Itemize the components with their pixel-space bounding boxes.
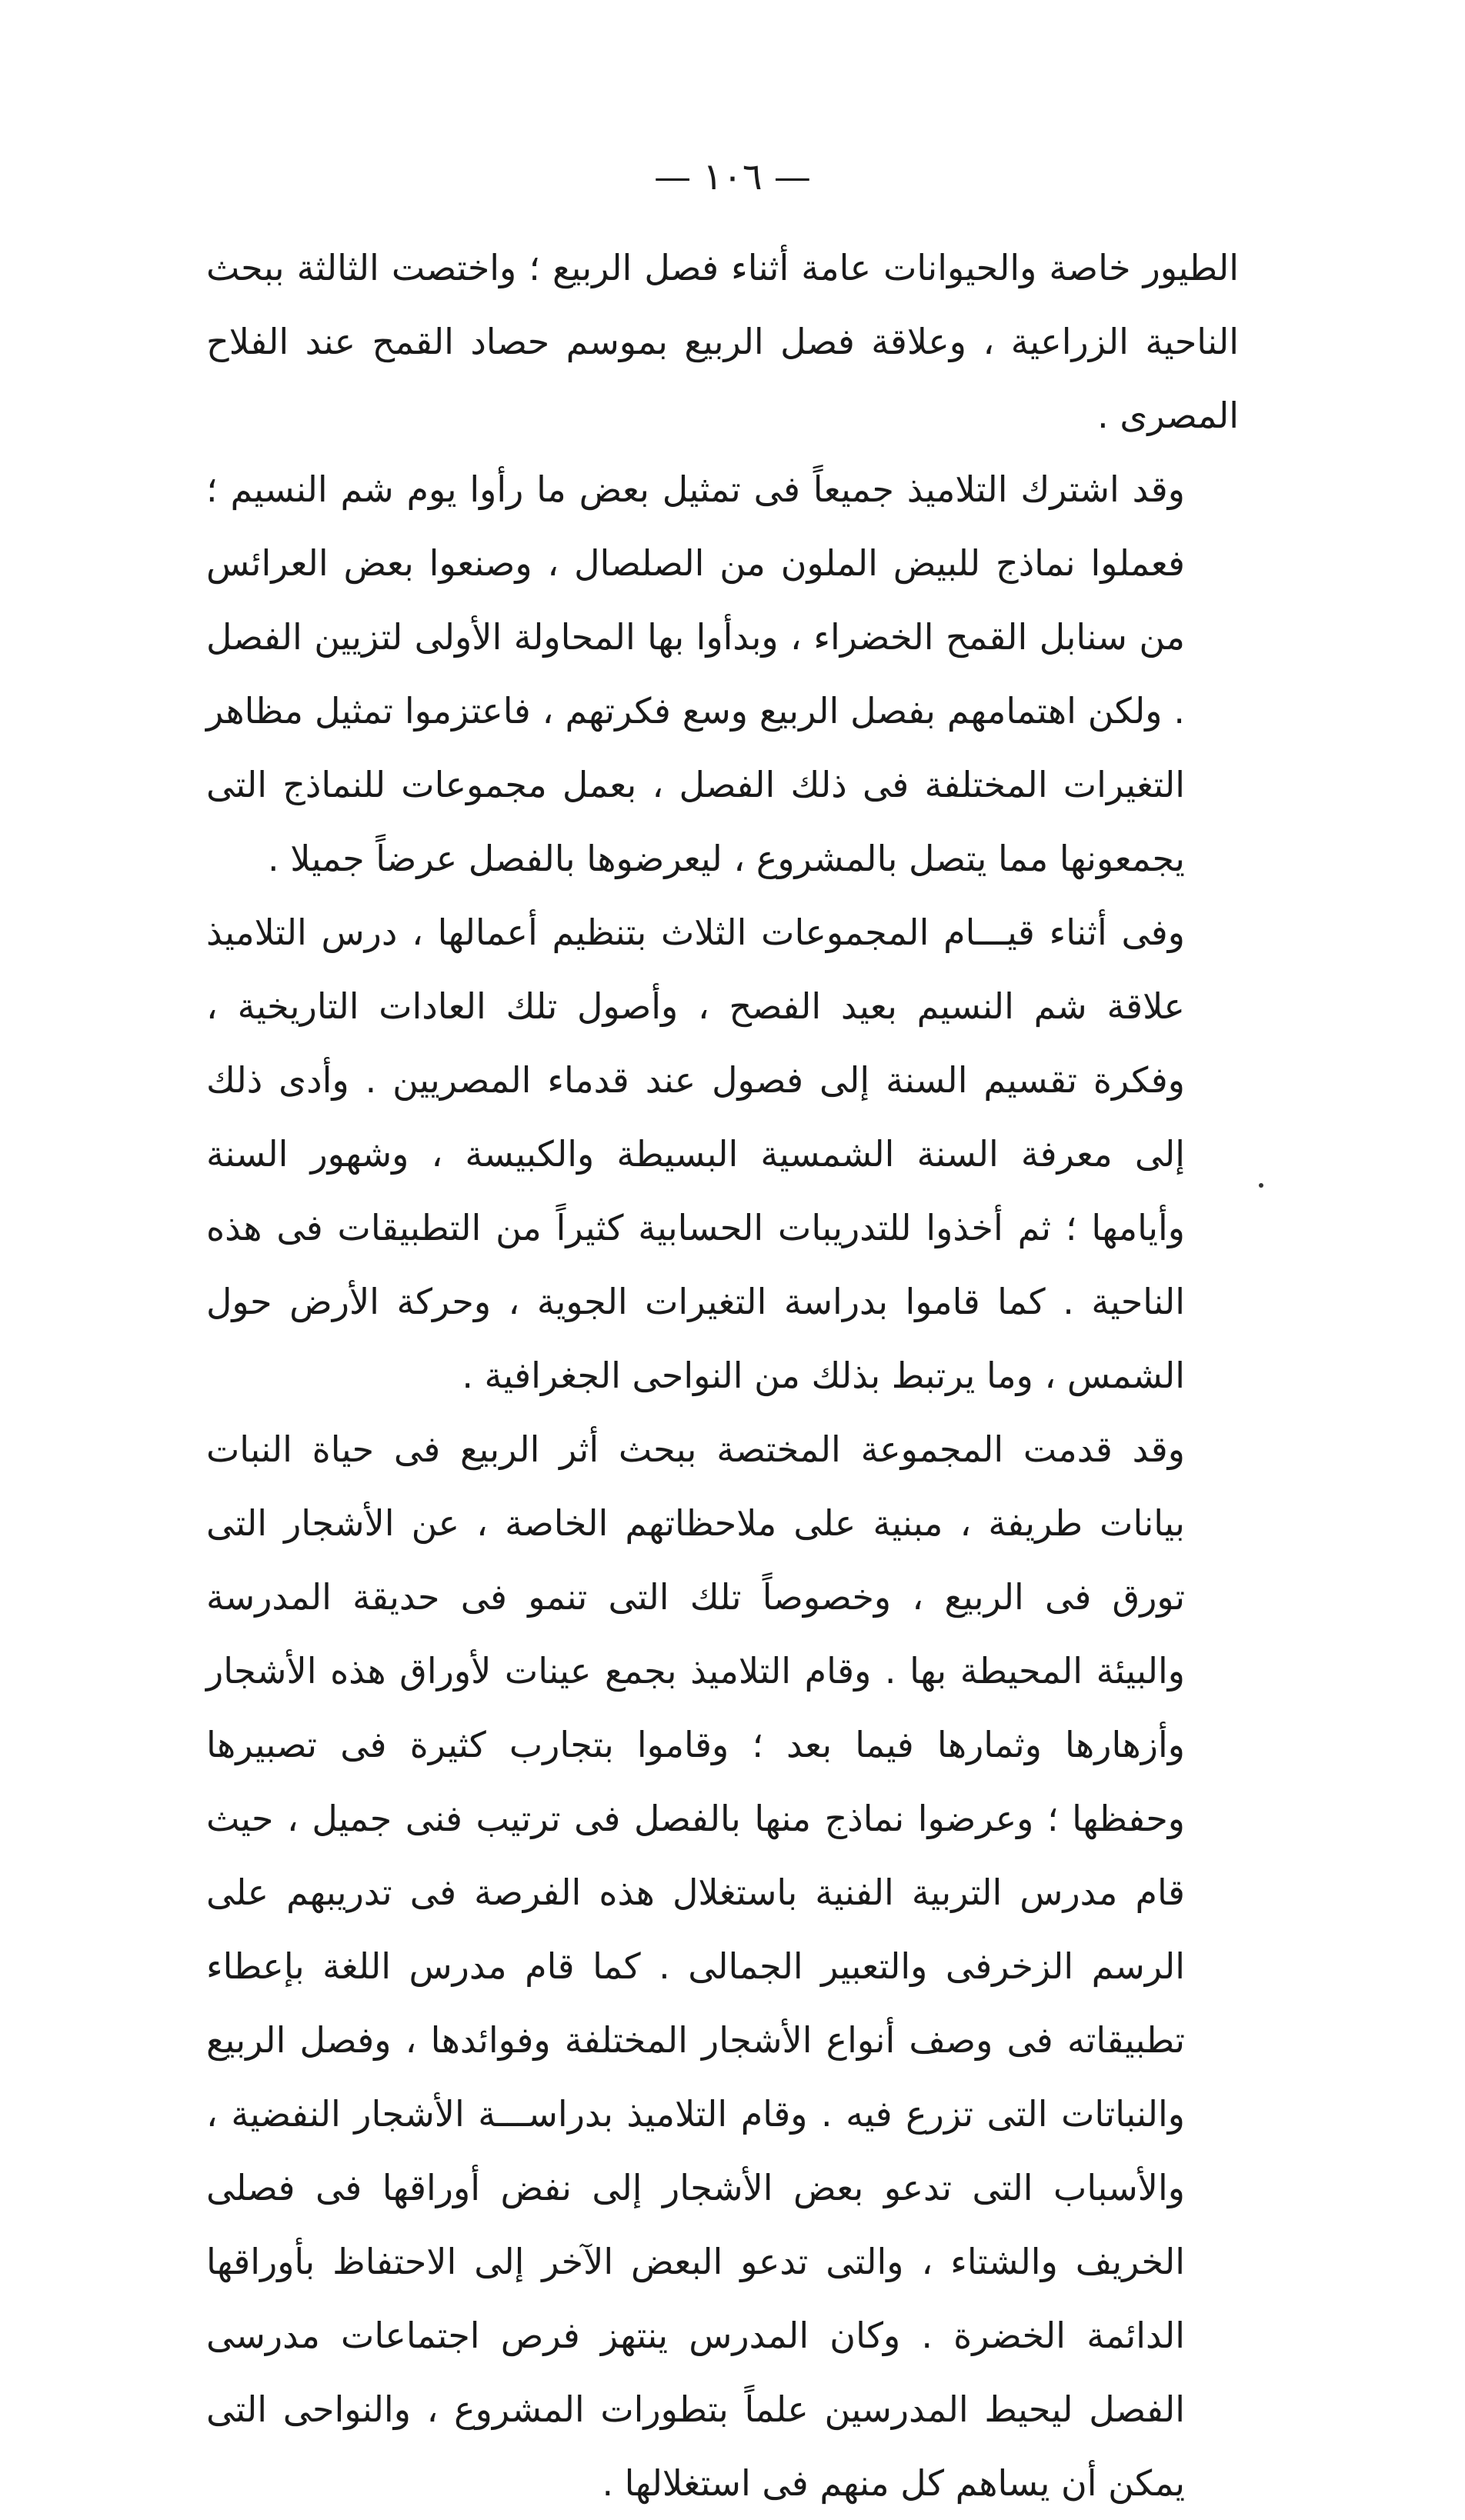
- body-text: [206, 231, 1239, 2520]
- margin-mark: [1259, 1183, 1263, 1188]
- page-number: — ١٠٦ —: [654, 155, 811, 198]
- paragraph-1: الطيور خاصة والحيوانات عامة أثناء فصل الربيع ؛ واختصت الثالثة ببحث الناحية الزراعية ، وعلاقة فصل الربيع بموسم حصاد القمح عند الفلاح المصرى .: [206, 247, 1239, 436]
- paragraph-4: وقد قدمت المجموعة المختصة ببحث أثر الربيع فى حياة النبات بيانات طريفة ، مبنية على ملاحظاتهم الخاصة ، عن الأشجار التى تورق فى الربيع ، وخصوصاً تلك التى تنمو فى حديقة المدرسة والبيئة المحيطة بها . وقام التلاميذ بجمع عينات لأوراق هذه الأشجار وأزهارها وثمارها فيما بعد ؛ وقاموا بتجارب كثيرة فى تصبيرها وحفظها ؛ وعرضوا نماذج منها بالفصل فى ترتيب فنى جميل ، حيث قام مدرس التربية الفنية باستغلال هذه الفرصة فى تدريبهم على الرسم الزخرفى والتعبير الجمالى . كما قام مدرس اللغة بإعطاء تطبيقاته فى وصف أنواع الأشجار المختلفة وفوائدها ، وفصل الربيع والنباتات التى تزرع فيه . وقام التلاميذ بدراســـة الأشجار النفضية ، والأسباب التى تدعو بعض الأشجار إلى نفض أوراقها فى فصلى الخريف والشتاء ، والتى تدعو البعض الآخر إلى الاحتفاظ بأوراقها الدائمة الخضرة . وكان المدرس ينتهز فرص اجتماعات مدرسى الفصل ليحيط المدرسين علماً بتطورات المشروع ، والنواحى التى يمكن أن يساهم كل منهم فى استغلالها .: [206, 1428, 1185, 2504]
- paragraph-3: وفى أثناء قيـــام المجموعات الثلاث بتنظيم أعمالها ، درس التلاميذ علاقة شم النسيم بعيد الفصح ، وأصول تلك العادات التاريخية ، وفكرة تقسيم السنة إلى فصول عند قدماء المصريين . وأدى ذلك إلى معرفة السنة الشمسية البسيطة والكبيسة ، وشهور السنة وأيامها ؛ ثم أخذوا للتدريبات الحسابية كثيراً من التطبيقات فى هذه الناحية . كما قاموا بدراسة التغيرات الجوية ، وحركة الأرض حول الشمس ، وما يرتبط بذلك من النواحى الجغرافية .: [206, 912, 1185, 1396]
- paragraph-2: وقد اشترك التلاميذ جميعاً فى تمثيل بعض ما رأوا يوم شم النسيم ؛ فعملوا نماذج للبيض الملون من الصلصال ، وصنعوا بعض العرائس من سنابل القمح الخضراء ، وبدأوا بها المحاولة الأولى لتزيين الفصل . ولكن اهتمامهم بفصل الربيع وسع فكرتهم ، فاعتزموا تمثيل مظاهر التغيرات المختلفة فى ذلك الفصل ، بعمل مجموعات للنماذج التى يجمعونها مما يتصل بالمشروع ، ليعرضوها بالفصل عرضاً جميلا .: [206, 468, 1185, 879]
